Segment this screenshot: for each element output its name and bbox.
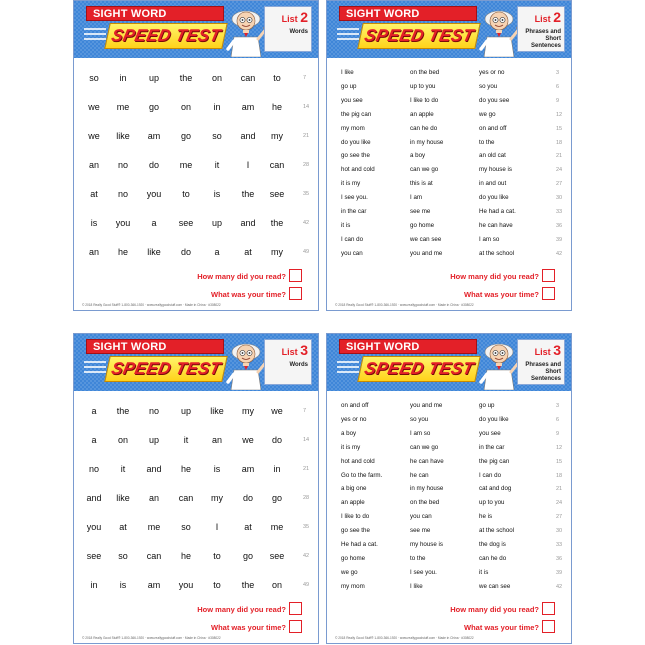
running-count: 21 bbox=[556, 153, 563, 160]
running-count: 7 bbox=[303, 408, 307, 414]
phrase: my house is bbox=[479, 166, 513, 174]
phrase: this is at bbox=[410, 180, 433, 188]
phrase: yes or no bbox=[479, 69, 505, 76]
running-count: 18 bbox=[556, 472, 563, 479]
sight-word: the bbox=[179, 73, 193, 83]
sight-word: at bbox=[244, 247, 252, 257]
how-many-question: How many did you read? bbox=[197, 272, 286, 281]
speed-test-card bbox=[326, 0, 572, 311]
sight-word: my bbox=[211, 493, 223, 503]
sight-word: in bbox=[213, 102, 221, 112]
list-number: 3 bbox=[553, 342, 561, 358]
time-answer-box[interactable] bbox=[289, 620, 302, 633]
scientist-mascot-icon bbox=[224, 336, 268, 390]
sight-word: see bbox=[269, 189, 285, 199]
sight-word: the bbox=[116, 406, 130, 416]
sight-word: no bbox=[148, 406, 160, 416]
running-count: 14 bbox=[303, 104, 310, 110]
time-question: What was your time? bbox=[210, 290, 286, 299]
phrase: I like to do bbox=[410, 96, 439, 104]
sight-word: go bbox=[242, 551, 254, 561]
phrase: go up bbox=[479, 402, 495, 409]
running-count: 24 bbox=[556, 167, 563, 174]
running-count: 36 bbox=[556, 555, 563, 562]
sight-word-banner: SIGHT WORD bbox=[339, 6, 477, 21]
how-many-answer-box[interactable] bbox=[289, 602, 302, 615]
sight-word: he bbox=[117, 247, 129, 257]
speed-test-card bbox=[326, 333, 572, 644]
sight-word: and bbox=[240, 131, 256, 141]
sight-word: to bbox=[182, 189, 190, 199]
sight-word: go bbox=[180, 131, 192, 141]
sight-word: at bbox=[244, 522, 252, 532]
list-label bbox=[282, 342, 308, 358]
speed-test-card bbox=[73, 333, 319, 644]
sight-word: like bbox=[147, 247, 161, 257]
phrase: can he do bbox=[410, 124, 438, 132]
sight-word: me bbox=[147, 522, 161, 532]
phrase: he can have bbox=[479, 221, 513, 229]
sight-word: can bbox=[178, 493, 194, 503]
sight-word-banner: SIGHT WORD bbox=[339, 339, 477, 354]
phrase: in my house bbox=[410, 485, 444, 493]
phrase: hot and cold bbox=[341, 166, 375, 174]
sight-word: it bbox=[183, 435, 189, 445]
speed-test-title: SPEED TEST bbox=[362, 26, 476, 45]
phrase: hot and cold bbox=[341, 457, 375, 465]
sight-word: so bbox=[212, 131, 222, 141]
sight-word: we bbox=[88, 102, 100, 112]
time-question: What was your time? bbox=[210, 623, 286, 632]
running-count: 27 bbox=[556, 181, 563, 188]
how-many-answer-box[interactable] bbox=[289, 269, 302, 282]
sight-word: like bbox=[116, 493, 130, 503]
list-box bbox=[264, 6, 312, 52]
phrase: I like bbox=[410, 582, 423, 590]
phrase: go home bbox=[341, 554, 366, 562]
phrase: in the car bbox=[479, 443, 505, 451]
card-header bbox=[327, 334, 571, 391]
how-many-question: How many did you read? bbox=[197, 605, 286, 614]
sight-word: do bbox=[271, 435, 283, 445]
time-answer-box[interactable] bbox=[289, 287, 302, 300]
sight-word: you bbox=[146, 189, 162, 199]
sight-word: me bbox=[179, 160, 193, 170]
running-count: 14 bbox=[303, 437, 310, 443]
list-kind: Words bbox=[289, 29, 308, 35]
phrase: do you like bbox=[479, 194, 509, 202]
speed-test-card bbox=[73, 0, 319, 311]
phrase: my mom bbox=[341, 582, 365, 590]
running-count: 39 bbox=[556, 236, 563, 243]
phrase: a boy bbox=[410, 152, 426, 160]
sight-word: in bbox=[119, 73, 127, 83]
footer-credit: © 2018 Really Good Stuff® 1-800-366-1920 · www.reallygoodstuff.com · Made in China · #308022 bbox=[82, 636, 221, 640]
phrase: do you see bbox=[479, 96, 510, 104]
sight-word: see bbox=[269, 551, 285, 561]
sight-word: me bbox=[270, 522, 284, 532]
sight-word: an bbox=[88, 160, 100, 170]
sight-word: do bbox=[180, 247, 192, 257]
sight-word: is bbox=[119, 580, 127, 590]
sight-word: I bbox=[246, 160, 250, 170]
phrase: in and out bbox=[479, 180, 507, 188]
phrase: an apple bbox=[341, 499, 365, 507]
speed-lines-decoration bbox=[337, 28, 359, 44]
list-prefix: List bbox=[281, 347, 298, 357]
list-label bbox=[535, 342, 561, 358]
phrase: you can bbox=[410, 513, 432, 521]
speed-lines-decoration bbox=[84, 28, 106, 44]
sight-word: on bbox=[117, 435, 129, 445]
sight-word: at bbox=[90, 189, 98, 199]
how-many-question: How many did you read? bbox=[450, 272, 539, 281]
phrase: he is bbox=[479, 513, 493, 521]
list-kind: Words bbox=[289, 362, 308, 368]
sight-word: am bbox=[147, 580, 161, 590]
sight-word: see bbox=[86, 551, 102, 561]
sight-word: my bbox=[271, 131, 283, 141]
sight-word: to bbox=[273, 73, 281, 83]
phrase: I can do bbox=[479, 471, 502, 479]
speed-test-banner bbox=[104, 23, 228, 49]
sight-word: go bbox=[148, 102, 160, 112]
sight-word: a bbox=[91, 406, 97, 416]
sight-word-banner: SIGHT WORD bbox=[86, 339, 224, 354]
running-count: 6 bbox=[556, 83, 560, 90]
time-question: What was your time? bbox=[463, 623, 539, 632]
list-number: 2 bbox=[553, 9, 561, 25]
list-kind: Phrases and Short Sentences bbox=[525, 29, 561, 49]
sight-word: the bbox=[241, 189, 255, 199]
sight-word: no bbox=[117, 189, 129, 199]
sight-word: is bbox=[90, 218, 98, 228]
sight-word: up bbox=[180, 406, 192, 416]
time-answer-box[interactable] bbox=[542, 287, 555, 300]
list-box bbox=[517, 6, 565, 52]
running-count: 35 bbox=[303, 524, 310, 530]
sight-word: am bbox=[241, 464, 255, 474]
phrase: you and me bbox=[410, 402, 443, 409]
phrase: on the bed bbox=[410, 499, 440, 507]
phrase: a big one bbox=[341, 485, 367, 493]
phrase: He had a cat. bbox=[479, 208, 516, 215]
speed-lines-decoration bbox=[337, 361, 359, 377]
phrase: can we go bbox=[410, 166, 439, 174]
phrase: go home bbox=[410, 221, 435, 229]
sight-word: so bbox=[118, 551, 128, 561]
sight-word: do bbox=[148, 160, 160, 170]
sight-word: the bbox=[241, 580, 255, 590]
running-count: 15 bbox=[556, 458, 563, 465]
sight-word: am bbox=[147, 131, 161, 141]
running-count: 36 bbox=[556, 222, 563, 229]
sight-word: on bbox=[211, 73, 223, 83]
phrase: at the school bbox=[479, 527, 515, 535]
phrase: to the bbox=[410, 554, 426, 562]
sight-word: no bbox=[88, 464, 100, 474]
running-count: 30 bbox=[556, 195, 563, 202]
phrase: at the school bbox=[479, 249, 515, 257]
running-count: 42 bbox=[303, 553, 310, 559]
sight-word: it bbox=[120, 464, 126, 474]
phrase: can we go bbox=[410, 443, 439, 451]
running-count: 39 bbox=[556, 569, 563, 576]
sight-word: can bbox=[146, 551, 162, 561]
phrase: I like to do bbox=[341, 513, 370, 521]
list-number: 2 bbox=[300, 9, 308, 25]
sight-word: up bbox=[148, 73, 160, 83]
running-count: 33 bbox=[556, 542, 563, 548]
running-count: 42 bbox=[556, 250, 563, 257]
sight-word: in bbox=[273, 464, 281, 474]
sight-word: an bbox=[88, 247, 100, 257]
speed-test-banner bbox=[357, 356, 481, 382]
sight-word: to bbox=[213, 551, 221, 561]
running-count: 3 bbox=[556, 70, 560, 76]
sight-word: to bbox=[213, 580, 221, 590]
sight-word: like bbox=[210, 406, 224, 416]
phrase: you see bbox=[479, 429, 501, 437]
phrase: an old cat bbox=[479, 152, 506, 160]
sight-word: no bbox=[117, 160, 129, 170]
sight-word: a bbox=[91, 435, 97, 445]
running-count: 30 bbox=[556, 528, 563, 535]
sight-word: a bbox=[151, 218, 157, 228]
sight-word: do bbox=[242, 493, 254, 503]
sight-word: can bbox=[240, 73, 256, 83]
list-prefix: List bbox=[534, 14, 551, 24]
sight-word: he bbox=[180, 551, 192, 561]
sight-word: I bbox=[215, 522, 219, 532]
sight-word: me bbox=[116, 102, 130, 112]
sight-word: on bbox=[271, 580, 283, 590]
sight-word: an bbox=[148, 493, 160, 503]
sight-word: you bbox=[86, 522, 102, 532]
running-count: 6 bbox=[556, 416, 560, 423]
sight-word: can bbox=[269, 160, 285, 170]
phrase: on and off bbox=[341, 402, 369, 409]
phrase: go see the bbox=[341, 527, 370, 535]
speed-test-title: SPEED TEST bbox=[362, 359, 476, 378]
phrase: he can bbox=[410, 471, 429, 479]
running-count: 28 bbox=[303, 162, 310, 168]
speed-test-banner bbox=[104, 356, 228, 382]
time-question: What was your time? bbox=[463, 290, 539, 299]
sight-word: am bbox=[241, 102, 255, 112]
phrase: yes or no bbox=[341, 415, 367, 423]
list-label bbox=[535, 9, 561, 25]
running-count: 12 bbox=[556, 444, 563, 451]
footer-credit: © 2018 Really Good Stuff® 1-800-366-1920 · www.reallygoodstuff.com · Made in China · #308022 bbox=[335, 636, 474, 640]
sight-word: go bbox=[271, 493, 283, 503]
sight-word: an bbox=[211, 435, 223, 445]
phrase: you can bbox=[341, 249, 363, 257]
speed-test-title: SPEED TEST bbox=[109, 26, 223, 45]
sight-word: is bbox=[213, 189, 221, 199]
phrase: so you bbox=[410, 415, 429, 423]
phrase: up to you bbox=[410, 82, 436, 90]
sight-word: we bbox=[242, 435, 254, 445]
list-number: 3 bbox=[300, 342, 308, 358]
sight-word: and bbox=[146, 464, 162, 474]
phrase: we go bbox=[341, 568, 358, 576]
running-count: 33 bbox=[556, 209, 563, 215]
sight-word: is bbox=[213, 464, 221, 474]
phrase: it is my bbox=[341, 180, 361, 188]
speed-test-banner bbox=[357, 23, 481, 49]
phrase: He had a cat. bbox=[341, 541, 378, 548]
phrase: I see you. bbox=[410, 568, 437, 576]
phrase: an apple bbox=[410, 110, 434, 118]
phrase: can he do bbox=[479, 554, 507, 562]
phrase: it is bbox=[341, 221, 351, 229]
sight-word: see bbox=[178, 218, 194, 228]
sight-word: he bbox=[271, 102, 283, 112]
phrase: I am so bbox=[410, 429, 431, 437]
list-kind: Phrases and Short Sentences bbox=[525, 362, 561, 382]
sight-word: we bbox=[271, 406, 283, 416]
list-box bbox=[264, 339, 312, 385]
phrase: in the car bbox=[341, 208, 367, 215]
phrase: we can see bbox=[410, 235, 442, 243]
phrase: it is my bbox=[341, 443, 361, 451]
footer-credit: © 2018 Really Good Stuff® 1-800-366-1920 · www.reallygoodstuff.com · Made in China · #308022 bbox=[82, 303, 221, 307]
phrase: see me bbox=[410, 527, 431, 535]
phrase: Go to the farm. bbox=[341, 471, 383, 479]
sight-word: it bbox=[214, 160, 220, 170]
phrase: we can see bbox=[479, 582, 511, 590]
card-header bbox=[74, 334, 318, 391]
phrase: my house is bbox=[410, 541, 444, 548]
scientist-mascot-icon bbox=[477, 336, 521, 390]
running-count: 7 bbox=[303, 75, 307, 81]
sight-word: on bbox=[180, 102, 192, 112]
running-count: 18 bbox=[556, 139, 563, 146]
sight-word: you bbox=[178, 580, 194, 590]
running-count: 42 bbox=[303, 220, 310, 226]
sight-word: my bbox=[271, 247, 283, 257]
phrase: on the bed bbox=[410, 69, 440, 76]
list-prefix: List bbox=[534, 347, 551, 357]
card-header bbox=[74, 1, 318, 58]
speed-test-title: SPEED TEST bbox=[109, 359, 223, 378]
sight-word-banner: SIGHT WORD bbox=[86, 6, 224, 21]
phrase: so you bbox=[479, 82, 498, 90]
sight-word: he bbox=[180, 464, 192, 474]
how-many-answer-box[interactable] bbox=[542, 269, 555, 282]
running-count: 35 bbox=[303, 191, 310, 197]
phrase: go up bbox=[341, 82, 357, 90]
running-count: 42 bbox=[556, 583, 563, 590]
running-count: 21 bbox=[556, 486, 563, 493]
phrase: I like bbox=[341, 69, 354, 76]
running-count: 21 bbox=[303, 466, 310, 472]
running-count: 9 bbox=[556, 430, 560, 437]
sight-word: at bbox=[119, 522, 127, 532]
running-count: 21 bbox=[303, 133, 310, 139]
running-count: 24 bbox=[556, 500, 563, 507]
phrase: see me bbox=[410, 208, 431, 215]
running-count: 9 bbox=[556, 97, 560, 104]
sight-word: a bbox=[214, 247, 220, 257]
phrase: I see you. bbox=[341, 194, 368, 202]
list-prefix: List bbox=[281, 14, 298, 24]
sight-word: and bbox=[240, 218, 256, 228]
how-many-question: How many did you read? bbox=[450, 605, 539, 614]
sight-word: in bbox=[90, 580, 98, 590]
running-count: 3 bbox=[556, 403, 560, 409]
phrase: my mom bbox=[341, 124, 365, 132]
phrase: you and me bbox=[410, 249, 443, 257]
phrase: the pig can bbox=[479, 457, 510, 465]
list-label bbox=[282, 9, 308, 25]
phrase: he can have bbox=[410, 457, 444, 465]
sight-word: we bbox=[88, 131, 100, 141]
running-count: 27 bbox=[556, 514, 563, 521]
how-many-answer-box[interactable] bbox=[542, 602, 555, 615]
phrase: do you like bbox=[341, 138, 371, 146]
phrase: on and off bbox=[479, 124, 507, 132]
running-count: 12 bbox=[556, 111, 563, 118]
running-count: 28 bbox=[303, 495, 310, 501]
sight-word: you bbox=[115, 218, 131, 228]
phrase: do you like bbox=[479, 415, 509, 423]
sight-word: up bbox=[211, 218, 223, 228]
phrase: to the bbox=[479, 138, 495, 146]
phrase: I can do bbox=[341, 235, 364, 243]
phrase: the dog is bbox=[479, 541, 506, 548]
phrase: it is bbox=[479, 568, 489, 576]
phrase: we go bbox=[479, 110, 496, 118]
sight-word: up bbox=[148, 435, 160, 445]
sight-word: so bbox=[181, 522, 191, 532]
scientist-mascot-icon bbox=[477, 3, 521, 57]
phrase: up to you bbox=[479, 499, 505, 507]
phrase: I am bbox=[410, 194, 423, 202]
speed-lines-decoration bbox=[84, 361, 106, 377]
sight-word: the bbox=[270, 218, 284, 228]
phrase: go see the bbox=[341, 152, 370, 160]
phrase: I am so bbox=[479, 235, 500, 243]
sight-word: like bbox=[116, 131, 130, 141]
time-answer-box[interactable] bbox=[542, 620, 555, 633]
running-count: 15 bbox=[556, 125, 563, 132]
phrase: you see bbox=[341, 96, 363, 104]
phrase: a boy bbox=[341, 429, 357, 437]
running-count: 49 bbox=[303, 249, 310, 255]
card-header bbox=[327, 1, 571, 58]
phrase: the pig can bbox=[341, 110, 372, 118]
sight-word: so bbox=[89, 73, 99, 83]
list-box bbox=[517, 339, 565, 385]
footer-credit: © 2018 Really Good Stuff® 1-800-366-1920 · www.reallygoodstuff.com · Made in China · #308022 bbox=[335, 303, 474, 307]
phrase: in my house bbox=[410, 138, 444, 146]
sight-word: and bbox=[86, 493, 102, 503]
scientist-mascot-icon bbox=[224, 3, 268, 57]
phrase: cat and dog bbox=[479, 485, 512, 493]
sight-word: my bbox=[242, 406, 254, 416]
running-count: 49 bbox=[303, 582, 310, 588]
